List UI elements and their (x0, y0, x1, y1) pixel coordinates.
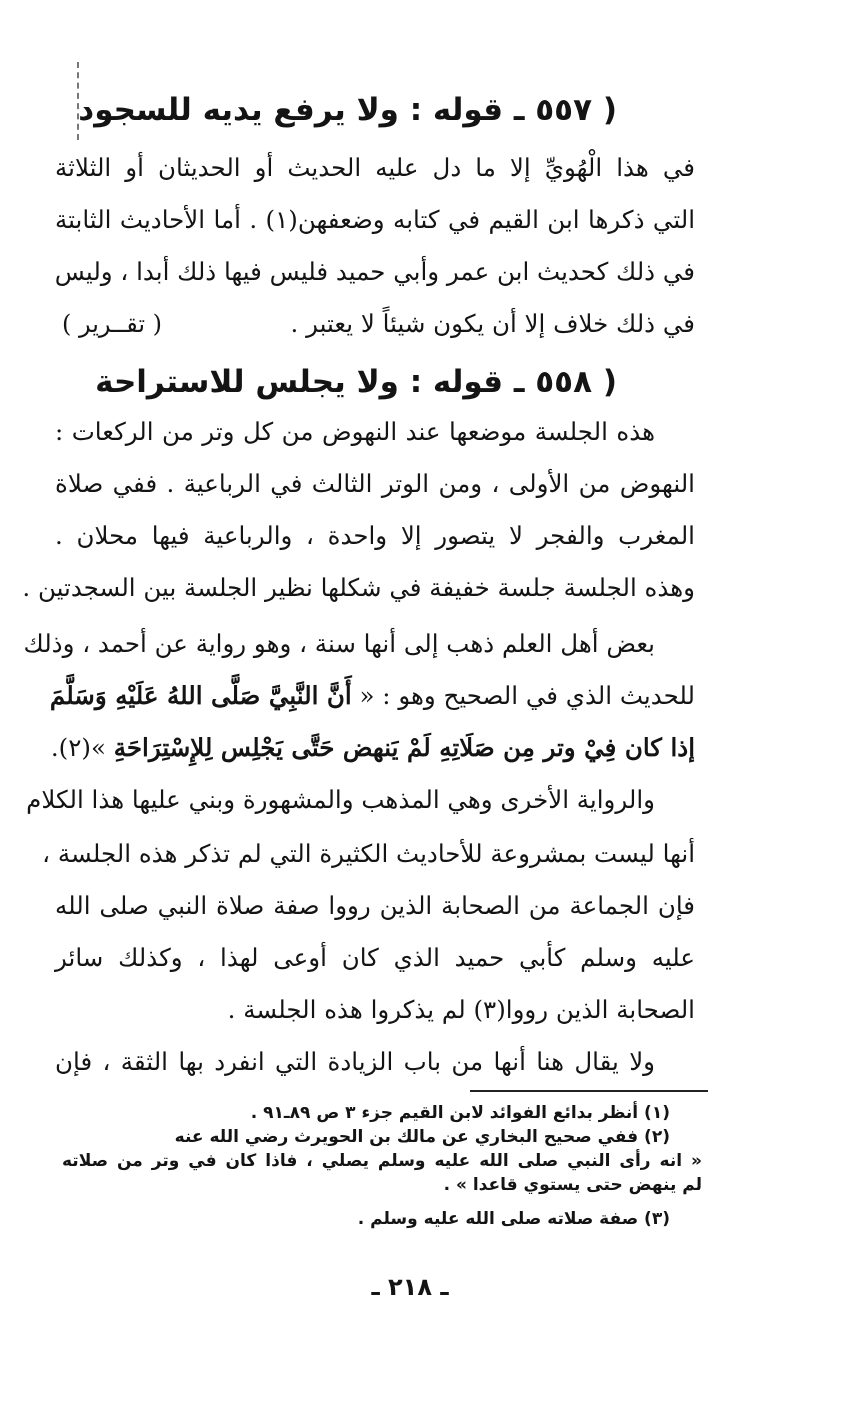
text-line (49, 676, 695, 716)
footnote-1: (١) أنظر بدائع الفوائد لابن القيم جزء ٣ ص ٨٩ـ٩١ . (250, 1103, 670, 1123)
text-line: الصحابة الذين رووا(٣) لم يذكروا هذه الجلسة . (227, 995, 695, 1024)
text-line: عليه وسلم كأبي حميد الذي كان أوعى لهذا ، وكذلك سائر (55, 943, 695, 972)
text-line: فإن الجماعة من الصحابة الذين رووا صفة صلاة النبي صلى الله (55, 891, 695, 920)
text-segment: للحديث الذي في الصحيح وهو : « (359, 681, 695, 710)
text-line: ولا يقال هنا أنها من باب الزيادة التي انفرد بها الثقة ، فإن (55, 1047, 655, 1076)
heading-557: ( ٥٥٧ ـ قوله : ولا يرفع يديه للسجود (78, 92, 617, 128)
text-line: المغرب والفجر لا يتصور إلا واحدة ، والرباعية فيها محلان . (55, 521, 695, 550)
footnote-3: (٣) صفة صلاته صلى الله عليه وسلم . (357, 1209, 670, 1229)
text-line: والرواية الأخرى وهي المذهب والمشهورة وبني عليها هذا الكلام (26, 785, 655, 814)
text-line: النهوض من الأولى ، ومن الوتر الثالث في الرباعية . ففي صلاة (55, 469, 695, 498)
text-segment: »(٢). (50, 733, 106, 762)
text-line: في ذلك خلاف إلا أن يكون شيئاً لا يعتبر . (290, 309, 695, 338)
text-line: في ذلك كحديث ابن عمر وأبي حميد فليس فيها ذلك أبدا ، وليس (54, 257, 695, 286)
text-line: بعض أهل العلم ذهب إلى أنها سنة ، وهو رواية عن أحمد ، وذلك (23, 629, 655, 658)
text-line: وهذه الجلسة جلسة خفيفة في شكلها نظير الجلسة بين السجدتين . (22, 573, 695, 602)
text-line: التي ذكرها ابن القيم في كتابه وضعفهن(١) . أما الأحاديث الثابتة (55, 205, 696, 234)
text-line (50, 728, 695, 768)
footnote-separator (470, 1090, 708, 1092)
text-line: أنها ليست بمشروعة للأحاديث الكثيرة التي لم تذكر هذه الجلسة ، (42, 839, 695, 868)
attribution-taqrir: ( تقــرير ) (62, 310, 163, 338)
page-number: ـ ٢١٨ ـ (371, 1273, 449, 1301)
hadith-quote: إذا كان فِيْ وتر مِن صَلَاتِهِ لَمْ يَنهض حَتَّى يَجْلِس لِلإِسْتِرَاحَةِ (113, 733, 695, 762)
footnote-2-continuation: لم ينهض حتى يستوي قاعدا » . (443, 1175, 702, 1195)
footnote-2: (٢) ففي صحيح البخاري عن مالك بن الحويرث رضي الله عنه (174, 1127, 670, 1147)
footnote-2-continuation: « انه رأى النبي صلى الله عليه وسلم يصلي ، فاذا كان في وتر من صلاته (62, 1151, 702, 1171)
heading-558: ( ٥٥٨ ـ قوله : ولا يجلس للاستراحة (95, 364, 617, 400)
text-line: هذه الجلسة موضعها عند النهوض من كل وتر من الركعات : (55, 417, 655, 446)
text-line: في هذا الْهُويِّ إلا ما دل عليه الحديث أو الحديثان أو الثلاثة (55, 153, 695, 182)
hadith-quote: أَنَّ النَّبِيَّ صَلَّى اللهُ عَلَيْهِ وَسَلَّمَ (49, 681, 352, 710)
